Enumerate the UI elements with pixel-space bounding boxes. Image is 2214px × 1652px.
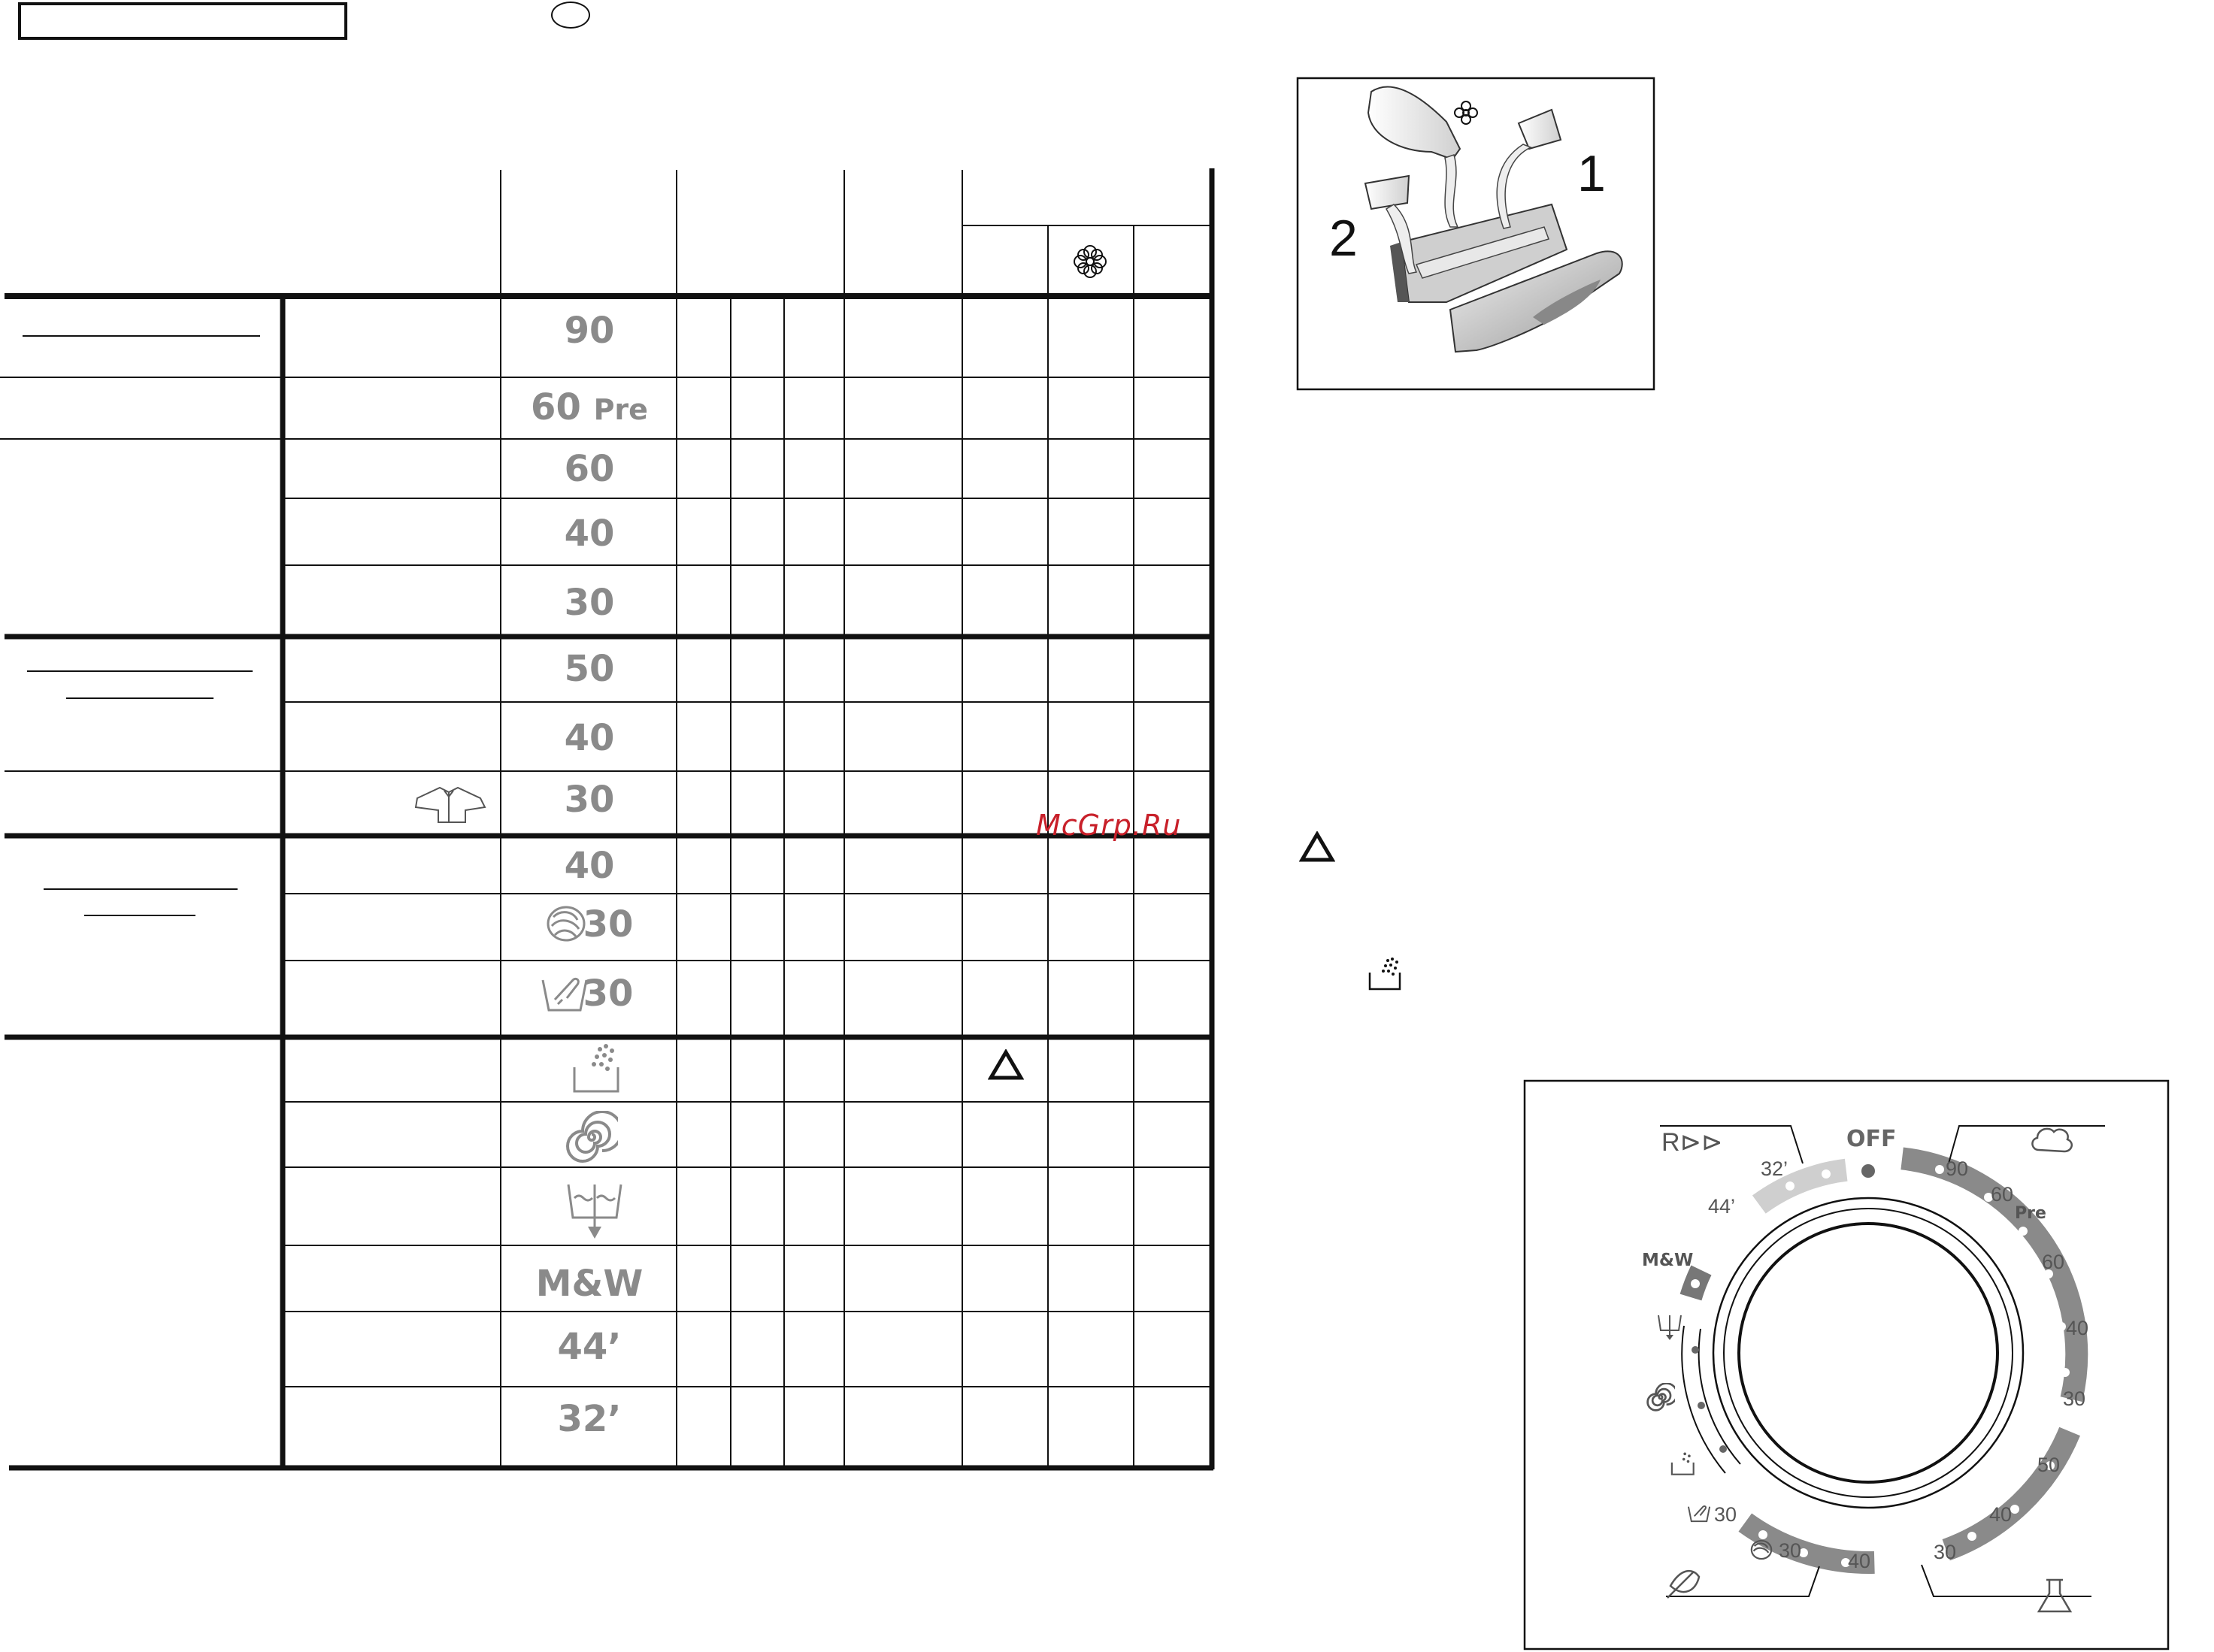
program-synthetic-50: 50 (564, 648, 615, 690)
watermark: McGrp.Ru (1036, 809, 1182, 842)
dial-delicate-40: 40 (1848, 1550, 1871, 1572)
flower-icon (1072, 244, 1108, 280)
warning-triangle-icon (1299, 831, 1335, 863)
program-60: 60 (564, 448, 615, 490)
dial-wool-30: 30 (1779, 1539, 1802, 1562)
dial-temp-60-pre: 60 (1991, 1183, 2014, 1206)
program-mw: M&W (535, 1263, 644, 1305)
dial-spin-icon (1646, 1383, 1675, 1411)
dial-rapid-label: R⊳⊳ (1661, 1128, 1723, 1157)
dial-drain-icon (1657, 1314, 1682, 1341)
program-wool-30: 30 (583, 903, 634, 946)
dial-temp-40: 40 (2066, 1317, 2089, 1339)
dial-temp-90: 90 (1946, 1157, 1969, 1180)
dial-temp-60: 60 (2042, 1251, 2065, 1273)
dial-off-label: OFF (1846, 1126, 1897, 1152)
dial-syn-30: 30 (1934, 1541, 1957, 1563)
dial-handwash-30: 30 (1714, 1503, 1737, 1526)
wool-icon (543, 902, 589, 946)
program-44: 44’ (557, 1326, 622, 1368)
dial-rinse-icon (1669, 1451, 1698, 1478)
dial-time-44: 44’ (1708, 1195, 1736, 1218)
hand-wash-icon (540, 970, 592, 1013)
dial-temp-30: 30 (2063, 1387, 2086, 1410)
triangle-icon (988, 1049, 1024, 1081)
rinse-note-icon (1367, 956, 1404, 994)
dial-time-32: 32’ (1761, 1157, 1788, 1180)
dispenser-label-1: 1 (1577, 145, 1606, 202)
dial-syn-50: 50 (2037, 1454, 2061, 1476)
drain-icon (565, 1180, 624, 1243)
program-90: 90 (564, 310, 615, 352)
rinse-icon (570, 1043, 624, 1097)
program-32: 32’ (557, 1398, 622, 1440)
program-shirt-30: 30 (564, 779, 615, 821)
dial-wool-icon (1749, 1538, 1774, 1562)
dial-syn-40: 40 (1989, 1503, 2013, 1526)
program-delicate-40: 40 (564, 845, 615, 887)
program-handwash-30: 30 (583, 973, 634, 1015)
shirt-icon (416, 788, 485, 822)
spin-icon (565, 1111, 618, 1163)
program-40: 40 (564, 513, 615, 555)
program-30: 30 (564, 582, 615, 624)
program-60-pre: 60 Pre (531, 386, 648, 428)
dial-mw-label: M&W (1642, 1251, 1694, 1270)
dial-pre-label: Pre (2015, 1204, 2046, 1223)
program-dial (1523, 1079, 2171, 1652)
dial-hand-wash-icon (1687, 1500, 1713, 1524)
dispenser-label-2: 2 (1329, 210, 1358, 267)
program-synthetic-40: 40 (564, 717, 615, 759)
